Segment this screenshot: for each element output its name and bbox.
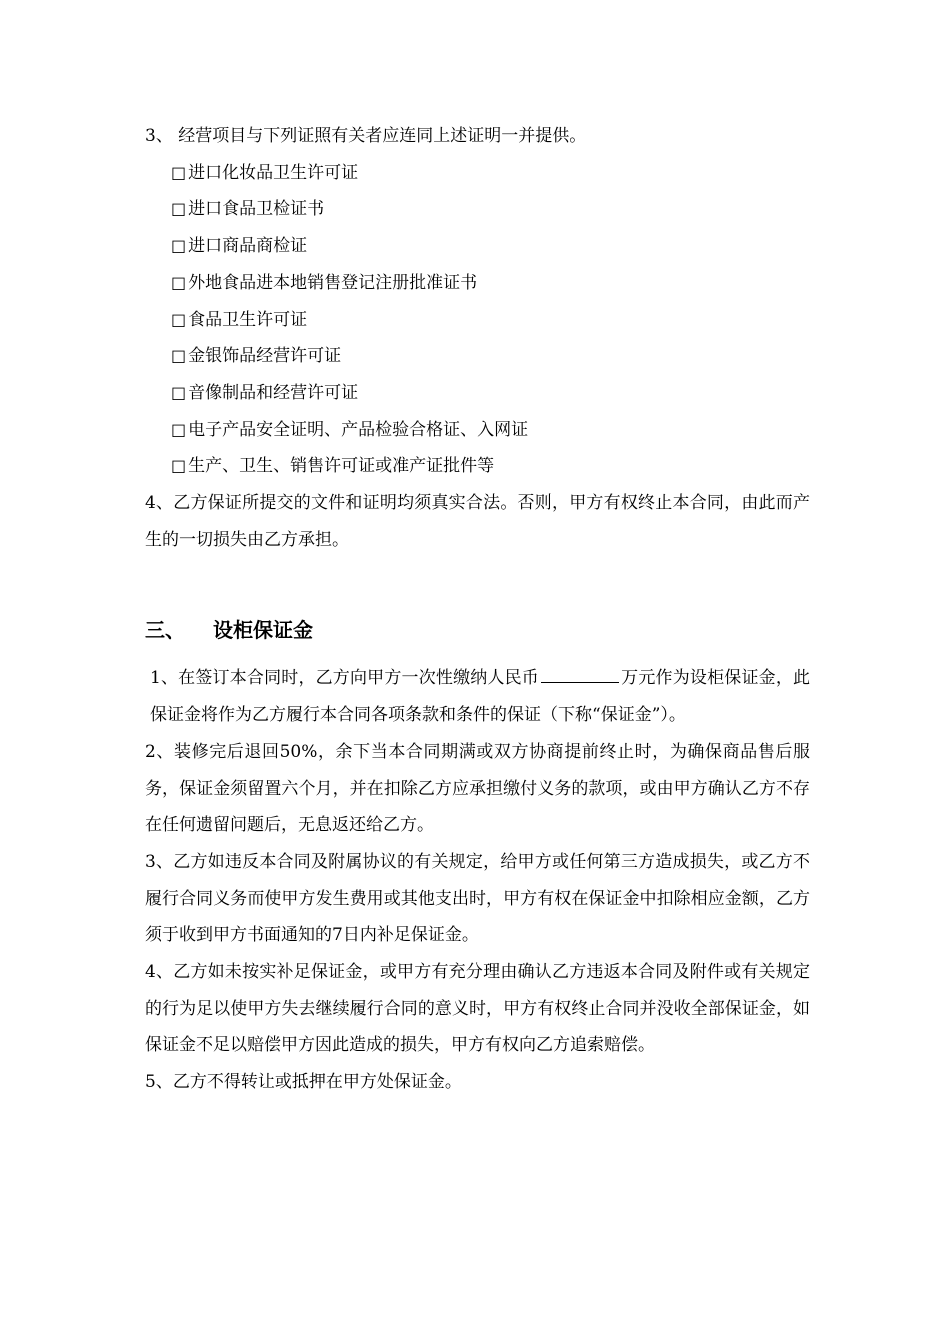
checkbox-icon: □ [171, 162, 187, 182]
license-item: □ 进口商品商检证 [171, 236, 308, 257]
document-body [145, 118, 810, 1101]
license-item: □ 生产、卫生、销售许可证或准产证批件等 [171, 456, 495, 477]
license-checklist [145, 155, 810, 485]
checkbox-icon: □ [171, 346, 187, 366]
section3-heading [145, 616, 810, 644]
license-item: □ 电子产品安全证明、产品检验合格证、入网证 [171, 419, 529, 440]
license-item: □ 食品卫生许可证 [171, 309, 308, 330]
checkbox-icon: □ [171, 236, 187, 256]
checkbox-icon: □ [171, 456, 187, 476]
section2-item3: 3、 经营项目与下列证照有关者应连同上述证明一并提供。 [145, 126, 587, 146]
section3-number: 三、 [145, 618, 185, 643]
section3-clause4: 4、乙方如未按实补足保证金，或甲方有充分理由确认乙方违返本合同及附件或有关规定的行为足以使甲方失去继续履行合同的意义时，甲方有权终止合同并没收全部保证金，如保证金不足以赔偿甲方因此造成的损失，甲方有权向乙方追索赔偿。 [145, 962, 810, 1056]
amount-blank [541, 681, 619, 683]
license-item: □ 音像制品和经营许可证 [171, 382, 359, 403]
checkbox-icon: □ [171, 199, 187, 219]
checkbox-icon: □ [171, 272, 187, 292]
section3-clause1: 1、在签订本合同时，乙方向甲方一次性缴纳人民币 万元作为设柜保证金，此保证金将作为乙方履行本合同各项条款和条件的保证（下称“保证金”）。 [150, 668, 810, 726]
checkbox-icon: □ [171, 419, 187, 439]
license-item: □ 进口食品卫检证书 [171, 199, 325, 220]
license-item: □ 外地食品进本地销售登记注册批准证书 [171, 272, 478, 293]
checkbox-icon: □ [171, 309, 187, 329]
license-item: □ 金银饰品经营许可证 [171, 346, 342, 367]
checkbox-icon: □ [171, 382, 187, 402]
section2-item4: 4、乙方保证所提交的文件和证明均须真实合法。否则，甲方有权终止本合同，由此而产生的一切损失由乙方承担。 [145, 493, 810, 550]
section3-clause5: 5、乙方不得转让或抵押在甲方处保证金。 [145, 1072, 462, 1093]
section3-clause2: 2、装修完后退回50%，余下当本合同期满或双方协商提前终止时，为确保商品售后服务，保证金须留置六个月，并在扣除乙方应承担缴付义务的款项，或由甲方确认乙方不存在任何遗留问题后，无息返还给乙方。 [145, 741, 810, 836]
license-item: □ 进口化妆品卫生许可证 [171, 162, 359, 183]
section3-clause3: 3、乙方如违反本合同及附属协议的有关规定，给甲方或任何第三方造成损失，或乙方不履行合同义务而使甲方发生费用或其他支出时，甲方有权在保证金中扣除相应金额，乙方须于收到甲方书面通知的7日内补足保证金。 [145, 851, 810, 946]
section3-title: 设柜保证金 [213, 618, 313, 643]
